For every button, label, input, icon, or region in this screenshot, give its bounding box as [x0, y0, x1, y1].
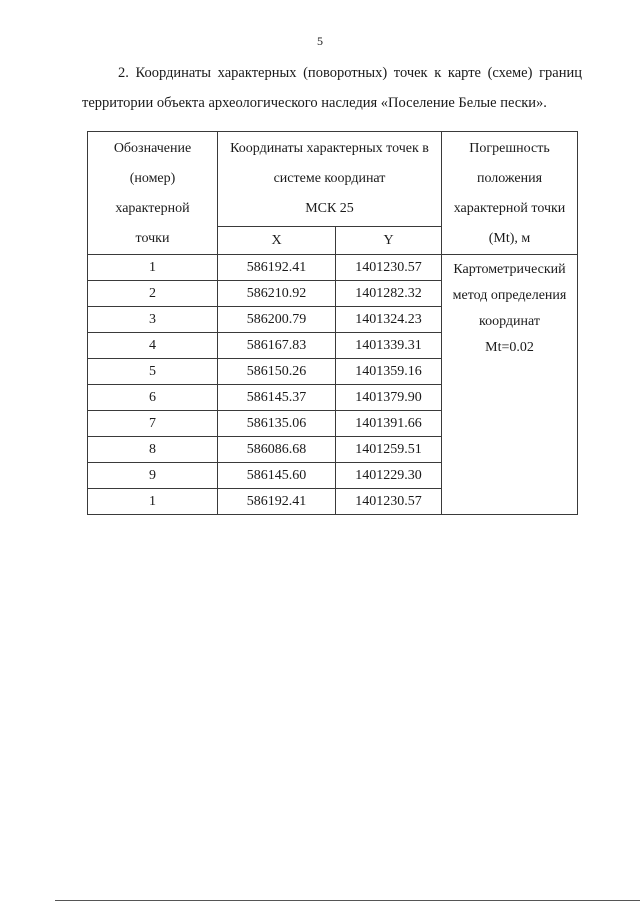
point-number: 3: [88, 307, 218, 333]
header-coords-line: МСК 25: [305, 201, 354, 216]
header-point-line: точки: [135, 231, 170, 246]
header-coordinates: [218, 132, 442, 227]
coord-x: 586200.79: [218, 307, 336, 333]
coord-y: 1401282.32: [336, 281, 442, 307]
coord-y: 1401391.66: [336, 411, 442, 437]
coord-x: 586145.60: [218, 463, 336, 489]
coord-y: 1401379.90: [336, 385, 442, 411]
header-error: [442, 132, 578, 255]
coord-y: 1401339.31: [336, 333, 442, 359]
point-number: 5: [88, 359, 218, 385]
method-line: Mt=0.02: [485, 340, 534, 355]
coord-y: 1401230.57: [336, 489, 442, 515]
point-number: 4: [88, 333, 218, 359]
header-x: X: [218, 227, 336, 255]
coord-x: 586150.26: [218, 359, 336, 385]
point-number: 2: [88, 281, 218, 307]
coord-x: 586210.92: [218, 281, 336, 307]
method-cell: [442, 255, 578, 515]
coord-y: 1401229.30: [336, 463, 442, 489]
header-error-line: положения: [476, 171, 543, 186]
section-heading-text: 2. Координаты характерных (поворотных) точек к карте (схеме) границ территории объекта археологического наследия «Поселение Белые пески».: [82, 65, 582, 111]
header-coords-line: Координаты характерных точек в: [230, 141, 429, 156]
footer-divider: [55, 900, 640, 901]
header-y: Y: [336, 227, 442, 255]
table-row: [88, 255, 578, 281]
coord-x: 586192.41: [218, 489, 336, 515]
coord-x: 586167.83: [218, 333, 336, 359]
header-point-designation: [88, 132, 218, 255]
point-number: 1: [88, 255, 218, 281]
header-error-line: характерной точки: [453, 201, 566, 216]
coordinates-table-wrapper: [87, 131, 578, 515]
header-point-line: Обозначение: [113, 141, 192, 156]
coord-x: 586086.68: [218, 437, 336, 463]
coord-x: 586135.06: [218, 411, 336, 437]
method-line: координат: [479, 314, 540, 329]
method-line: Картометрический: [453, 262, 566, 277]
coord-y: 1401230.57: [336, 255, 442, 281]
point-number: 9: [88, 463, 218, 489]
header-error-line: (Mt), м: [488, 231, 531, 246]
point-number: 6: [88, 385, 218, 411]
method-line: метод определения: [452, 288, 567, 303]
coord-y: 1401324.23: [336, 307, 442, 333]
coord-y: 1401259.51: [336, 437, 442, 463]
page-number: 5: [317, 34, 323, 48]
point-number: 8: [88, 437, 218, 463]
coord-x: 586192.41: [218, 255, 336, 281]
header-point-line: характерной: [115, 201, 190, 216]
coord-x: 586145.37: [218, 385, 336, 411]
header-point-line: (номер): [129, 171, 176, 186]
point-number: 1: [88, 489, 218, 515]
header-coords-line: системе координат: [273, 171, 386, 186]
coordinates-table: [87, 131, 578, 515]
point-number: 7: [88, 411, 218, 437]
section-heading: [82, 58, 582, 118]
header-error-line: Погрешность: [469, 141, 550, 156]
coord-y: 1401359.16: [336, 359, 442, 385]
